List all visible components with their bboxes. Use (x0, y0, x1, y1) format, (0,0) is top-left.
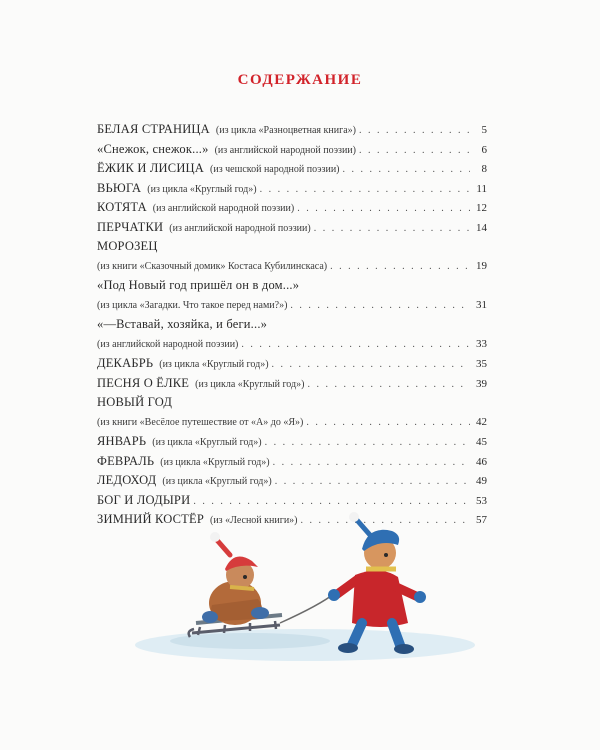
toc-entry[interactable] (97, 179, 487, 199)
toc-title: ПЕСНЯ О ЁЛКЕ (97, 375, 190, 390)
toc-entry[interactable] (97, 198, 487, 218)
toc-entry[interactable] (97, 432, 487, 452)
dot-leader (306, 413, 470, 433)
toc-source: (из английской народной поэзии) (152, 203, 295, 214)
toc-entry[interactable] (97, 218, 487, 238)
dot-leader (297, 199, 470, 218)
toc-title: ПЕРЧАТКИ (97, 219, 164, 234)
toc-source: (из цикла «Загадки. Что такое перед нами?») (97, 299, 288, 311)
toc-title: «Под Новый год пришёл он в дом...» (97, 278, 300, 292)
toc-source: (из книги «Сказочный домик» Костаса Кубилинскаса) (97, 260, 328, 272)
toc-page-number: 42 (476, 415, 487, 428)
dot-leader (330, 257, 470, 277)
toc-entry[interactable] (97, 393, 487, 432)
toc-entry[interactable] (97, 471, 487, 491)
toc-title: ФЕВРАЛЬ (97, 453, 155, 468)
dot-leader (241, 335, 470, 355)
child-on-sled (202, 532, 269, 625)
toc-title: ЛЕДОХОД (97, 473, 157, 487)
toc-source: (из чешской народной поэзии) (210, 164, 340, 175)
toc-source: (из «Лесной книги») (209, 515, 298, 526)
toc-title: «Снежок, снежок...» (97, 141, 209, 156)
toc-page-number: 5 (481, 124, 487, 136)
dot-leader (359, 141, 470, 160)
toc-page-number: 49 (476, 475, 487, 487)
toc-source: (из цикла «Круглый год») (160, 456, 270, 468)
snow-shadow (170, 633, 330, 649)
toc-entry[interactable] (97, 374, 487, 394)
toc-page-number: 35 (476, 358, 487, 370)
toc-title: ВЬЮГА (97, 180, 142, 195)
toc-source: (из цикла «Круглый год») (147, 183, 257, 195)
dot-leader (314, 219, 470, 238)
dot-leader (275, 472, 470, 491)
dot-leader (265, 433, 470, 452)
toc-page-number: 46 (476, 455, 487, 468)
toc-title: «—Вставай, хозяйка, и беги...» (97, 317, 268, 331)
toc-page-number: 53 (476, 494, 487, 507)
toc-source: (из английской народной поэзии) (97, 338, 239, 350)
toc-source: (из цикла «Разноцветная книга») (215, 125, 356, 136)
toc-page-number: 57 (476, 514, 487, 526)
toc-title: НОВЫЙ ГОД (97, 395, 173, 409)
toc-title: ЁЖИК И ЛИСИЦА (97, 161, 205, 175)
toc-page-number: 8 (481, 163, 487, 175)
sled-rope (280, 593, 335, 623)
toc-page-number: 33 (476, 337, 487, 350)
dot-leader (273, 453, 470, 472)
toc-page-number: 14 (476, 221, 487, 234)
toc-source: (из цикла «Круглый год») (159, 359, 269, 370)
toc-page-number: 45 (476, 436, 487, 448)
toc-page-number: 12 (476, 202, 487, 214)
toc-page-number: 19 (476, 259, 487, 272)
toc-entry[interactable] (97, 452, 487, 472)
toc-entry[interactable] (97, 159, 487, 179)
table-of-contents (97, 120, 487, 530)
toc-source: (из цикла «Круглый год») (152, 437, 262, 448)
toc-page-number: 11 (476, 182, 487, 195)
toc-source: (из английской народной поэзии) (169, 222, 311, 234)
toc-title: ЯНВАРЬ (97, 434, 147, 448)
toc-title: ДЕКАБРЬ (97, 356, 154, 370)
page-title: СОДЕРЖАНИЕ (237, 72, 363, 88)
toc-title: КОТЯТА (97, 200, 147, 214)
dot-leader (272, 355, 470, 374)
dot-leader (290, 296, 470, 316)
toc-entry[interactable] (97, 140, 487, 160)
toc-source: (из цикла «Круглый год») (162, 476, 272, 487)
dot-leader (260, 180, 470, 199)
toc-title: ЗИМНИЙ КОСТЁР (97, 512, 204, 526)
toc-source: (из английской народной поэзии) (214, 144, 356, 156)
dot-leader (359, 121, 470, 140)
toc-source: (из книги «Весёлое путешествие от «А» до «Я») (97, 416, 304, 428)
toc-page-number: 6 (481, 143, 487, 156)
toc-title: БЕЛАЯ СТРАНИЦА (97, 122, 210, 136)
toc-title: МОРОЗЕЦ (97, 239, 158, 253)
toc-source: (из цикла «Круглый год») (195, 378, 305, 390)
toc-entry[interactable] (97, 120, 487, 140)
toc-page-number: 31 (476, 298, 487, 311)
toc-entry[interactable] (97, 315, 487, 354)
toc-entry[interactable] (97, 237, 487, 276)
toc-title: БОГ И ЛОДЫРИ (97, 492, 191, 507)
winter-sled-illustration (130, 505, 490, 670)
dot-leader (307, 375, 470, 394)
toc-page-number: 39 (476, 377, 487, 390)
toc-entry[interactable] (97, 354, 487, 374)
dot-leader (343, 160, 471, 179)
toc-entry[interactable] (97, 276, 487, 315)
